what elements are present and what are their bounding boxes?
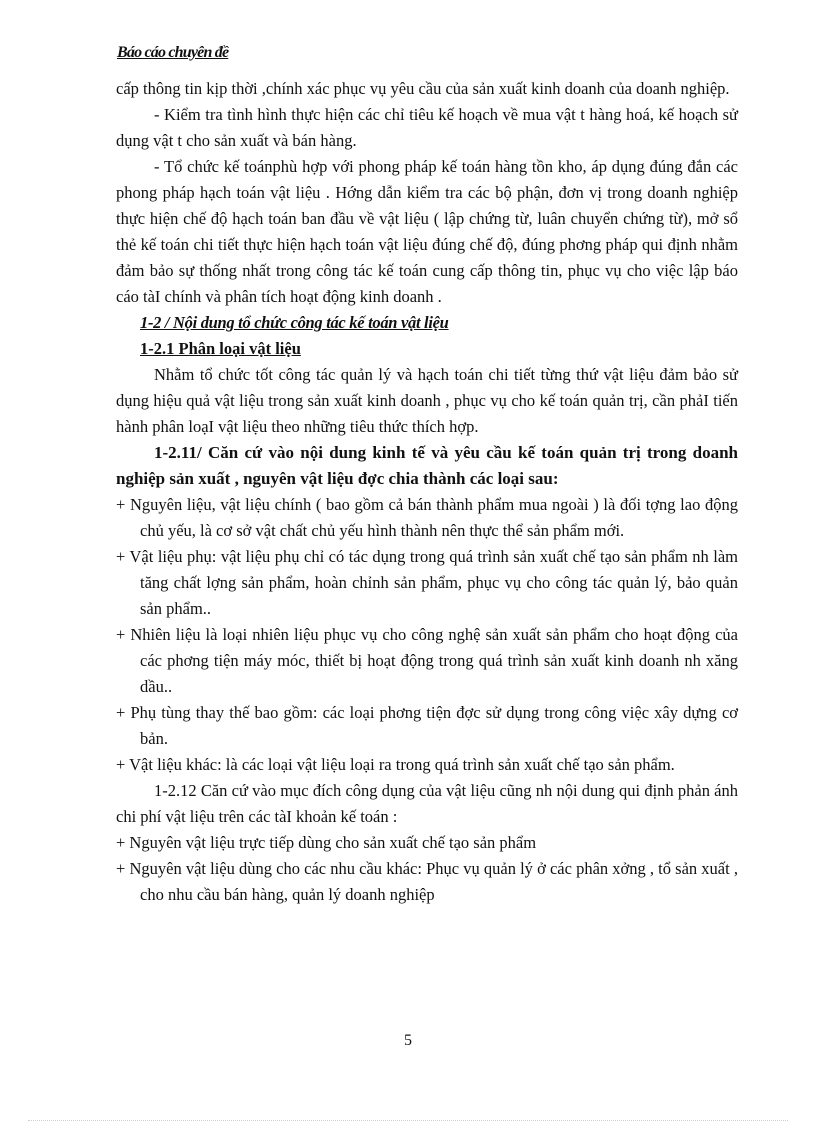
section-heading: 1-2 / Nội dung tổ chức công tác kế toán vật liệu [140,313,449,332]
body-paragraph: - Tổ chức kế toánphù hợp với phong pháp kế toán hàng tồn kho, áp dụng đúng đắn các phong pháp hạch toán vật liệu . Hớng dẫn kiểm tra các bộ phận, đơn vị trong doanh nghiệp thực hiện chế độ hạch toán ban đầu về vật liệu ( lập chứng từ, luân chuyển chứng từ), mở sổ thẻ kế toán chi tiết thực hiện hạch toán vật liệu đúng chế độ, đúng phơng pháp qui định nhằm đảm bảo sự thống nhất trong công tác kế toán cung cấp thông tin, phục vụ cho việc lập báo cáo tàI chính và phân tích hoạt động kinh doanh . [116,157,738,306]
page-bottom-divider [28,1120,788,1121]
page-number: 5 [404,1032,412,1049]
body-paragraph: - Kiểm tra tình hình thực hiện các chỉ tiêu kế hoạch về mua vật t hàng hoá, kế hoạch sử dụng vật t cho sản xuất và bán hàng. [116,105,738,150]
document-body [116,76,738,908]
subsection-heading: 1-2.1 Phân loại vật liệu [140,339,301,358]
list-item: + Nguyên vật liệu trực tiếp dùng cho sản xuất chế tạo sản phẩm [116,833,537,852]
body-paragraph: cấp thông tin kịp thời ,chính xác phục vụ yêu cầu của sản xuất kinh doanh của doanh nghiệp. [116,79,730,98]
list-item: + Phụ tùng thay thế bao gồm: các loại phơng tiện đợc sử dụng trong công việc xây dựng cơ bản. [116,703,738,748]
list-item: + Vật liệu khác: là các loại vật liệu loại ra trong quá trình sản xuất chế tạo sản phẩm. [116,755,675,774]
subsection-heading: 1-2.11/ Căn cứ vào nội dung kinh tế và yêu cầu kế toán quản trị trong doanh nghiệp sản xuất , nguyên vật liệu đợc chia thành các loại sau: [116,443,738,488]
list-item: + Vật liệu phụ: vật liệu phụ chỉ có tác dụng trong quá trình sản xuất chế tạo sản phẩm nh làm tăng chất lợng sản phẩm, hoàn chỉnh sản phẩm, phục vụ cho công tác quản lý, bảo quản sản phẩm.. [116,547,738,618]
list-item: + Nguyên vật liệu dùng cho các nhu cầu khác: Phục vụ quản lý ở các phân xởng , tổ sản xuất , cho nhu cầu bán hàng, quản lý doanh nghiệp [116,859,738,904]
document-header: Báo cáo chuyên đề [117,44,229,61]
body-paragraph: 1-2.12 Căn cứ vào mục đích công dụng của vật liệu cũng nh nội dung qui định phản ánh chi phí vật liệu trên các tàI khoản kế toán : [116,781,738,826]
list-item: + Nhiên liệu là loại nhiên liệu phục vụ cho công nghệ sản xuất sản phẩm cho hoạt động của các phơng tiện máy móc, thiết bị hoạt động trong quá trình sản xuất kinh doanh nh xăng dầu.. [116,625,738,696]
list-item: + Nguyên liệu, vật liệu chính ( bao gồm cả bán thành phẩm mua ngoài ) là đối tợng lao động chủ yếu, là cơ sở vật chất chủ yếu hình thành nên thực thể sản phẩm mới. [116,495,738,540]
body-paragraph: Nhằm tổ chức tốt công tác quản lý và hạch toán chi tiết từng thứ vật liệu đảm bảo sử dụng hiệu quả vật liệu trong sản xuất kinh doanh , phục vụ cho kế toán quản trị, cần phảI tiến hành phân loạI vật liệu theo những tiêu thức thích hợp. [116,365,738,436]
